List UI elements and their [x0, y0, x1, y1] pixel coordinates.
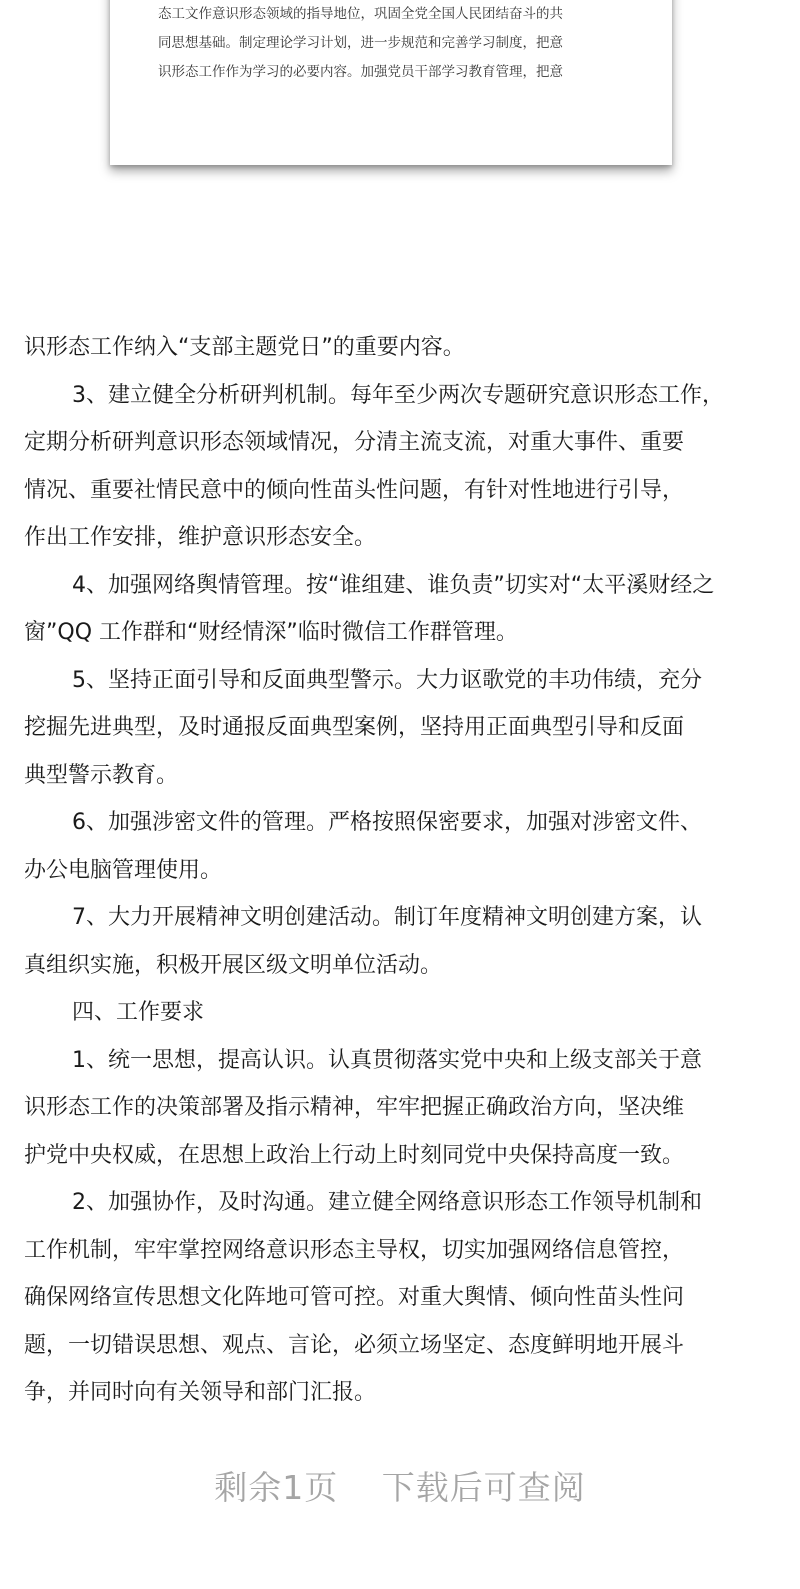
- paragraph-line: 四、工作要求: [72, 1000, 205, 1025]
- paragraph-line: 1、统一思想，提高认识。认真贯彻落实党中央和上级支部关于意: [72, 1047, 702, 1073]
- paragraph-line: 7、大力开展精神文明创建活动。制订年度精神文明创建方案，认: [72, 905, 702, 930]
- paragraph-line: 真组织实施，积极开展区级文明单位活动。: [24, 952, 443, 978]
- paragraph-line: 识形态工作的决策部署及指示精神，牢牢把握正确政治方向，坚决维: [24, 1095, 685, 1120]
- paragraph-line: 争，并同时向有关领导和部门汇报。: [24, 1380, 377, 1405]
- paragraph-line: 窗”QQ 工作群和“财经情深”临时微信工作群管理。: [24, 620, 518, 645]
- paragraph-line: 典型警示教育。: [24, 762, 179, 788]
- paragraph-line: 确保网络宣传思想文化阵地可管可控。对重大舆情、倾向性苗头性问: [24, 1285, 685, 1310]
- document-body: [24, 324, 774, 1417]
- paragraph-line: 作出工作安排，维护意识形态安全。: [24, 525, 377, 550]
- paragraph-line: 识形态工作纳入“支部主题党日”的重要内容。: [24, 335, 465, 360]
- download-hint-label[interactable]: 下载后可查阅: [381, 1468, 586, 1507]
- paragraph-line: 定期分析研判意识形态领域情况，分清主流支流，对重大事件、重要: [24, 430, 685, 455]
- preview-line: 态工文作意识形态领域的指导地位，巩固全党全国人民团结奋斗的共: [158, 6, 563, 22]
- paragraph-line: 题，一切错误思想、观点、言论，必须立场坚定、态度鲜明地开展斗: [24, 1332, 685, 1358]
- paragraph-line: 3、建立健全分析研判机制。每年至少两次专题研究意识形态工作，: [72, 382, 724, 408]
- paragraph-line: 护党中央权威，在思想上政治上行动上时刻同党中央保持高度一致。: [24, 1142, 685, 1168]
- paragraph-line: 2、加强协作，及时沟通。建立健全网络意识形态工作领导机制和: [72, 1190, 702, 1215]
- paragraph-line: 办公电脑管理使用。: [24, 857, 223, 883]
- paragraph-line: 挖掘先进典型，及时通报反面典型案例，坚持用正面典型引导和反面: [24, 715, 685, 740]
- paragraph-line: 工作机制，牢牢掌控网络意识形态主导权，切实加强网络信息管控，: [24, 1237, 685, 1263]
- preview-line: 识形态工作作为学习的必要内容。加强党员干部学习教育管理，把意: [158, 64, 563, 80]
- preview-line: 同思想基础。制定理论学习计划，进一步规范和完善学习制度，把意: [158, 35, 563, 51]
- paragraph-line: 4、加强网络舆情管理。按“谁组建、谁负责”切实对“太平溪财经之: [72, 572, 715, 598]
- preview-page-text: [158, 0, 630, 87]
- download-footer[interactable]: [0, 1462, 800, 1509]
- remaining-pages-label: 剩余1页: [214, 1468, 339, 1507]
- paragraph-line: 5、坚持正面引导和反面典型警示。大力讴歌党的丰功伟绩，充分: [72, 667, 702, 693]
- paragraph-line: 6、加强涉密文件的管理。严格按照保密要求，加强对涉密文件、: [72, 810, 702, 835]
- paragraph-line: 情况、重要社情民意中的倾向性苗头性问题，有针对性地进行引导，: [24, 477, 685, 503]
- preview-page-card: [110, 0, 672, 165]
